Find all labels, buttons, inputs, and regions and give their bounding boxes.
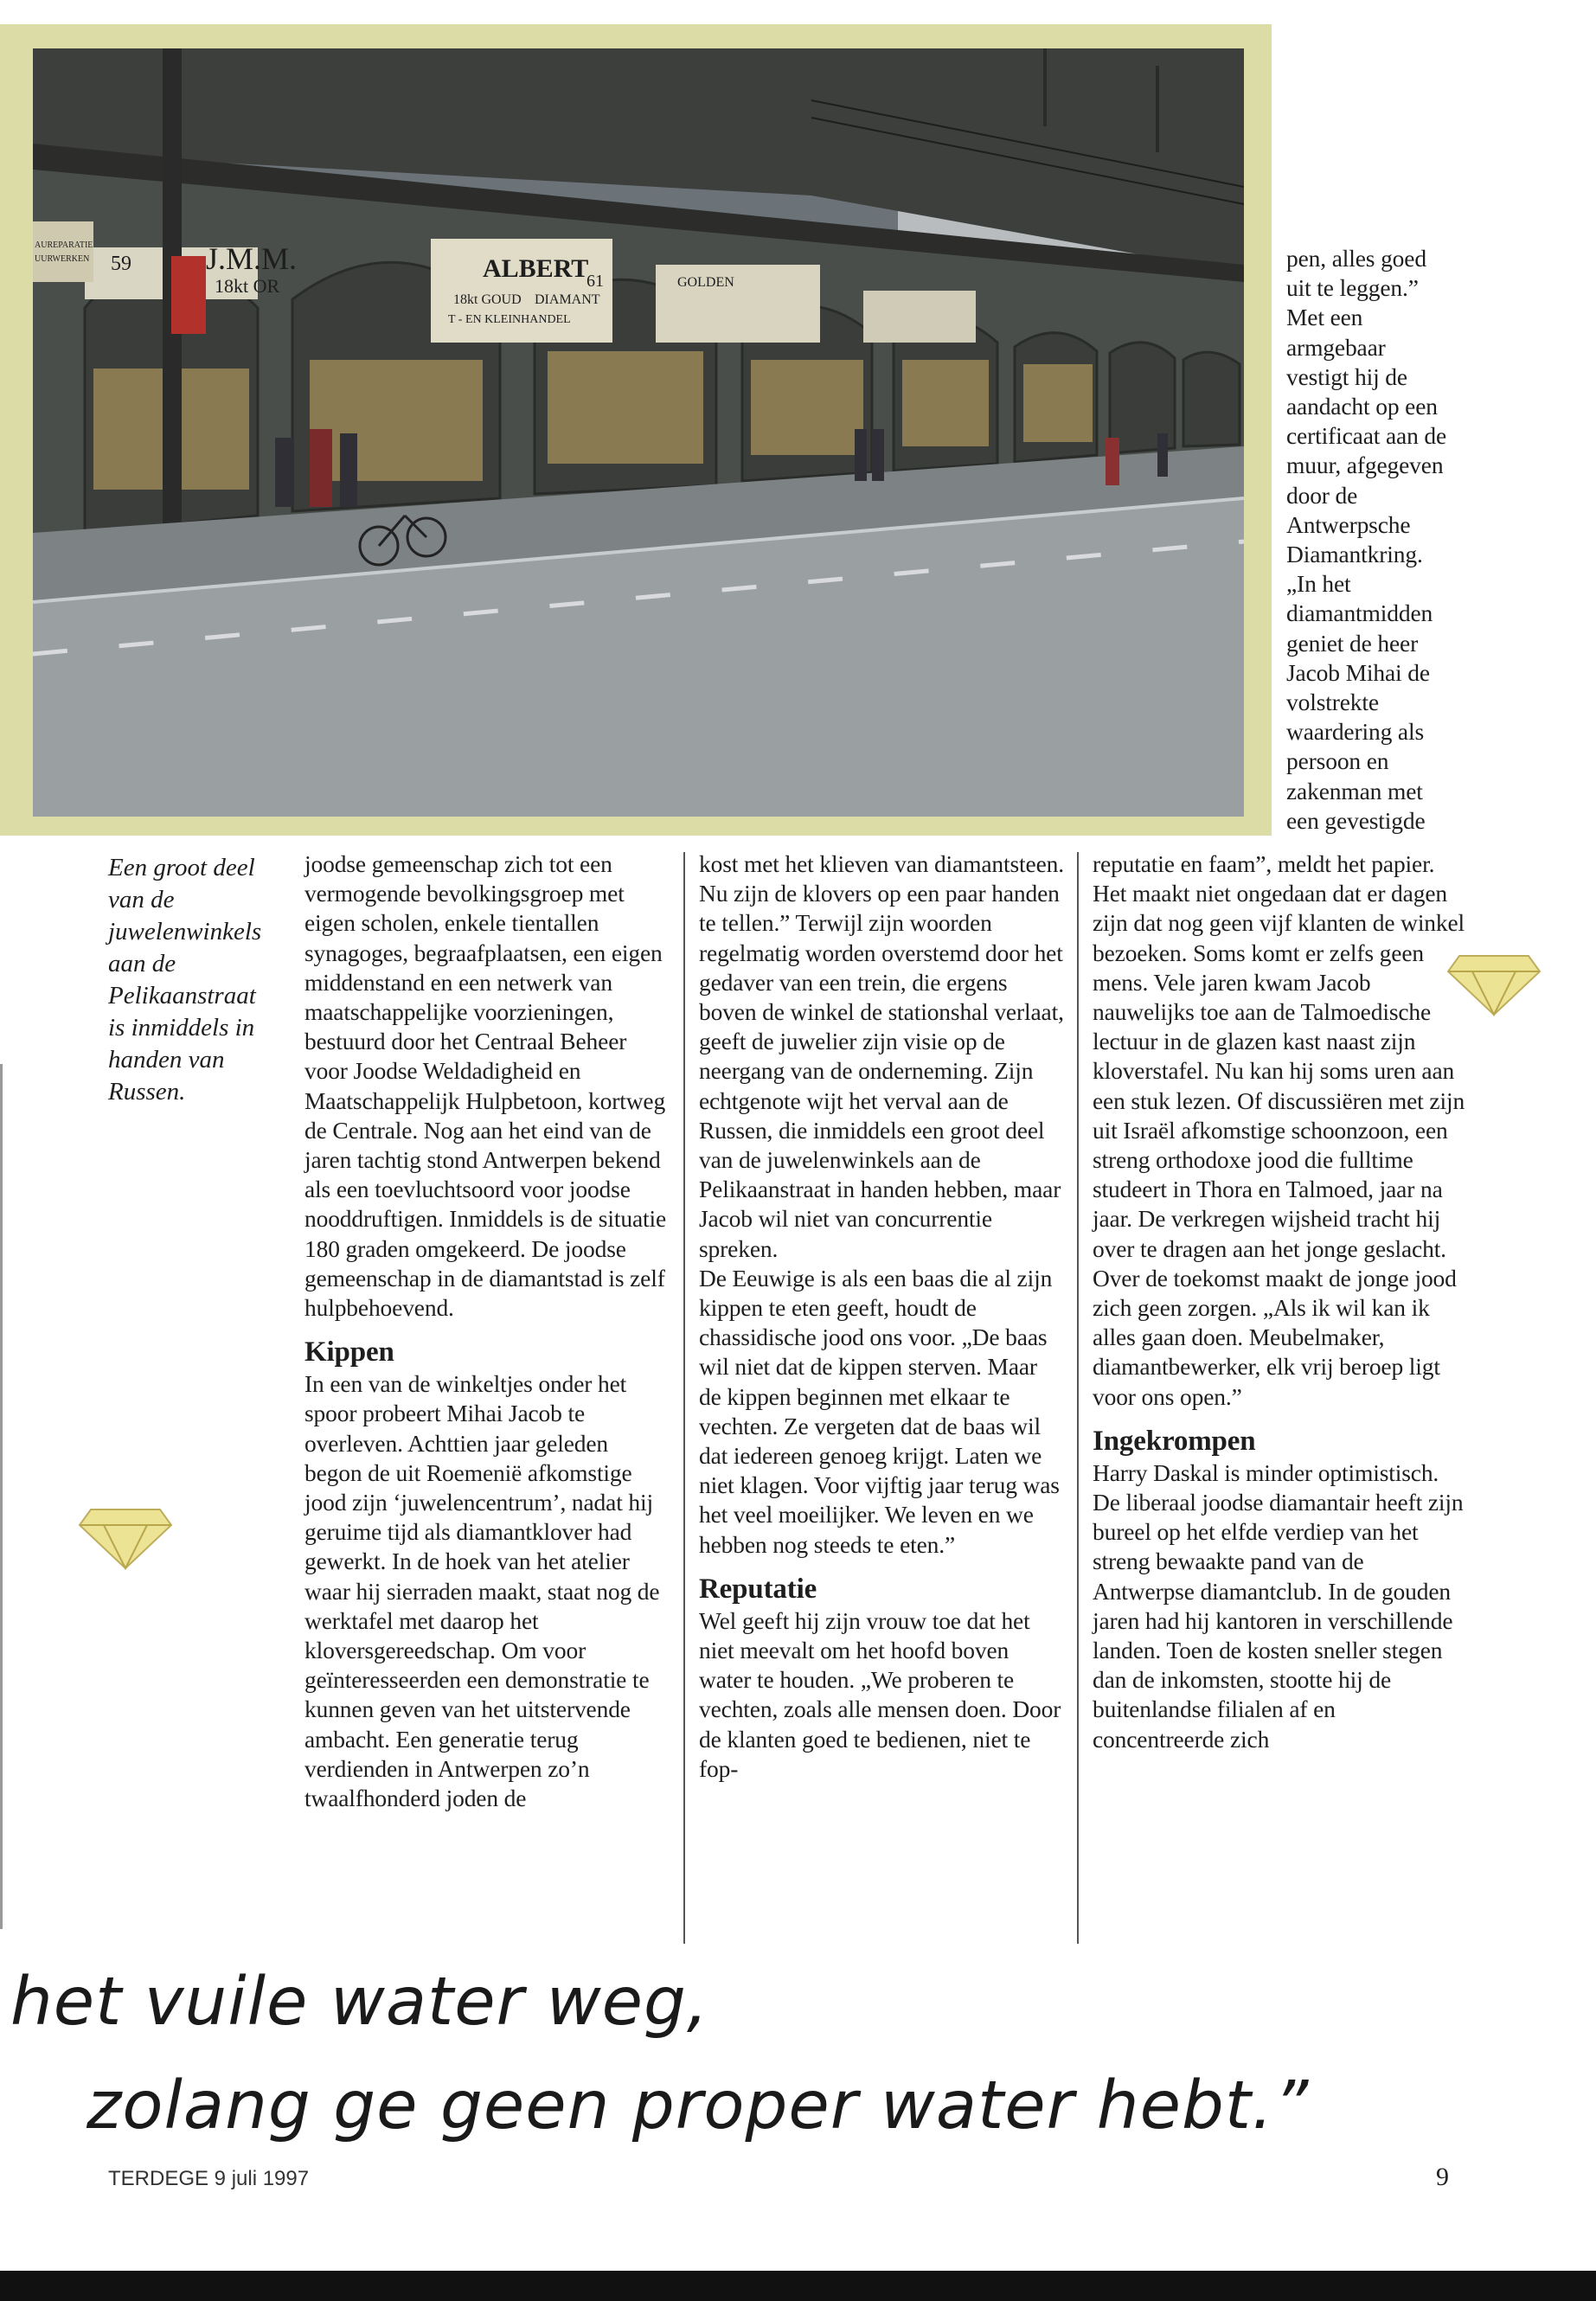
text-column-2 [699, 849, 1064, 1784]
column3-paragraph-1: reputatie en faam”, meldt het papier. [1093, 850, 1435, 877]
photo-caption: Een groot deel van de juwelenwinkels aan de Pelikaanstraat is inmiddels in handen van Russen. [108, 854, 262, 1106]
bottom-scan-border [0, 2271, 1596, 2301]
column2-paragraph-2: De Eeuwige is als een baas die al zijn kippen te eten geeft, houdt de chassidische jood ons voor. „De baas wil niet dat de kippen sterven. Maar de kippen beginnen met elkaar te vechten. Ze vergeten dat de baas wil dat iedereen genoeg krijgt. Laten we niet klagen. Voor vijftig jaar terug was het veel moeilijker. We leven en we hebben nog steeds te eten.” [699, 1264, 1060, 1558]
column-rule-1 [683, 852, 685, 1944]
column1-paragraph-1: joodse gemeenschap zich tot een vermogende bevolkingsgroep met eigen scholen, enkele tientallen synagoges, begraafplaatsen, een eigen middenstand en een netwerk van maatschappelijke voorzieningen, bestuurd door het Centraal Beheer voor Joodse Weldadigheid en Maatschappelijk Hulpbetoon, kortweg de Centrale. Nog aan het eind van de jaren tachtig stond Antwerpen bekend als een toevluchtsoord voor joodse nooddruftigen. Inmiddels is de situatie 180 graden omgekeerd. De joodse gemeenschap in de diamantstad is zelf hulpbehoevend. [304, 850, 667, 1322]
sign-golden: GOLDEN [677, 275, 734, 290]
text-column-1 [304, 849, 668, 1813]
sign-18kt-or: 18kt OR [215, 275, 280, 297]
sign-albert: ALBERT [483, 254, 589, 283]
sign-uurwerken: UURWERKEN [35, 254, 90, 264]
diamond-icon [78, 1501, 173, 1570]
sign-jmm: J.M.M. [206, 241, 298, 276]
subheading-kippen: Kippen [304, 1336, 394, 1368]
pull-quote-line-2: zolang ge geen proper water hebt.” [87, 2067, 1310, 2144]
column1-paragraph-2: In een van de winkeltjes onder het spoor probeert Mihai Jacob te overleven. Achttien jaar geleden begon de uit Roemenië afkomstige jood zijn ‘juwelencentrum’, nadat hij geruime tijd als diamantklover had gewerkt. In de hoek van het atelier waar hij sierraden maakt, staat nog de werktafel met daarop het kloversgereedschap. Om voor geïnteresseerden een demonstratie te kunnen geven van het uitstervende ambacht. Een generatie terug verdienden in Antwerpen zo’n twaalfhonderd joden de [304, 1370, 660, 1812]
sign-18kt-goud: 18kt GOUD [453, 292, 522, 307]
column-rule-2 [1077, 852, 1079, 1944]
footer-publication: TERDEGE 9 juli 1997 [108, 2167, 310, 2190]
diamond-icon [1446, 947, 1542, 1016]
pull-quote-line-1: het vuile water weg, [10, 1964, 709, 2041]
street-photo [33, 48, 1244, 817]
sign-diamant: DIAMANT [535, 292, 600, 307]
page-edge-shadow [0, 1064, 3, 1929]
column2-paragraph-1: kost met het klieven van diamantsteen. Nu zijn de klovers op een paar handen te tellen.” Terwijl zijn woorden regelmatig worden overstemd door het gedaver van een trein, die ergens boven de winkel de stationshal verlaat, geeft de juwelier zijn visie op de neergang van de onderneming. Zijn echtgenote wijt het verval aan de Russen, die inmiddels een groot deel van de juwelenwinkels aan de Pelikaanstraat in handen hebben, maar Jacob wil niet van concurrentie spreken. [699, 850, 1064, 1262]
sign-59: 59 [111, 253, 131, 275]
photo-frame [0, 24, 1272, 836]
top-right-paragraph: pen, alles goed uit te leggen.” Met een armgebaar vestigt hij de aandacht op een certificaat aan de muur, afgegeven door de Antwerpsche Diamantkring. „In het diamantmidden geniet de heer Jacob Mihai de volstrekte waardering als persoon en zakenman met een gevestigde [1286, 245, 1447, 834]
top-right-text-column [1286, 244, 1451, 836]
column3-paragraph-2: Het maakt niet ongedaan dat er dagen zijn dat nog geen vijf klanten de winkel bezoeken. Soms komt er zelfs geen mens. Vele jaren kwam Jacob nauwelijks toe aan de Talmoedische lectuur in de glazen kast naast zijn kloverstafel. Nu kan hij soms uren aan een stuk lezen. Of discussiëren met zijn uit Israël afkomstige schoonzoon, een streng orthodoxe jood die fulltime studeert in Thora en Talmoed, jaar na jaar. De verkregen wijsheid tracht hij over te dragen aan het jonge geslacht. Over de toekomst maakt de jonge jood zich geen zorgen. „Als ik wil kan ik alles gaan doen. Meubelmaker, diamantbewerker, elk vrij beroep ligt voor ons open.” [1093, 880, 1465, 1410]
column3-paragraph-3: Harry Daskal is minder optimistisch. De liberaal joodse diamantair heeft zijn bureel op het elfde verdiep van het streng bewaakte pand van de Antwerpse diamantclub. In de gouden jaren had hij kantoren in verschillende landen. Toen de kosten sneller stegen dan de inkomsten, stootte hij de buitenlandse filialen af en concentreerde zich [1093, 1458, 1464, 1753]
sign-kleinhandel: T - EN KLEINHANDEL [448, 313, 571, 326]
page-number: 9 [1436, 2163, 1449, 2191]
sign-61: 61 [586, 272, 604, 291]
subheading-reputatie: Reputatie [699, 1573, 817, 1605]
text-column-3 [1093, 849, 1466, 1754]
column2-paragraph-3: Wel geeft hij zijn vrouw toe dat het niet meevalt om het hoofd boven water te houden. „We proberen te vechten, zoals alle mensen doen. Door de klanten goed te bedienen, niet te fop- [699, 1606, 1061, 1782]
subheading-ingekrompen: Ingekrompen [1093, 1425, 1256, 1457]
sign-reparatie: AUREPARATIE [35, 240, 93, 250]
